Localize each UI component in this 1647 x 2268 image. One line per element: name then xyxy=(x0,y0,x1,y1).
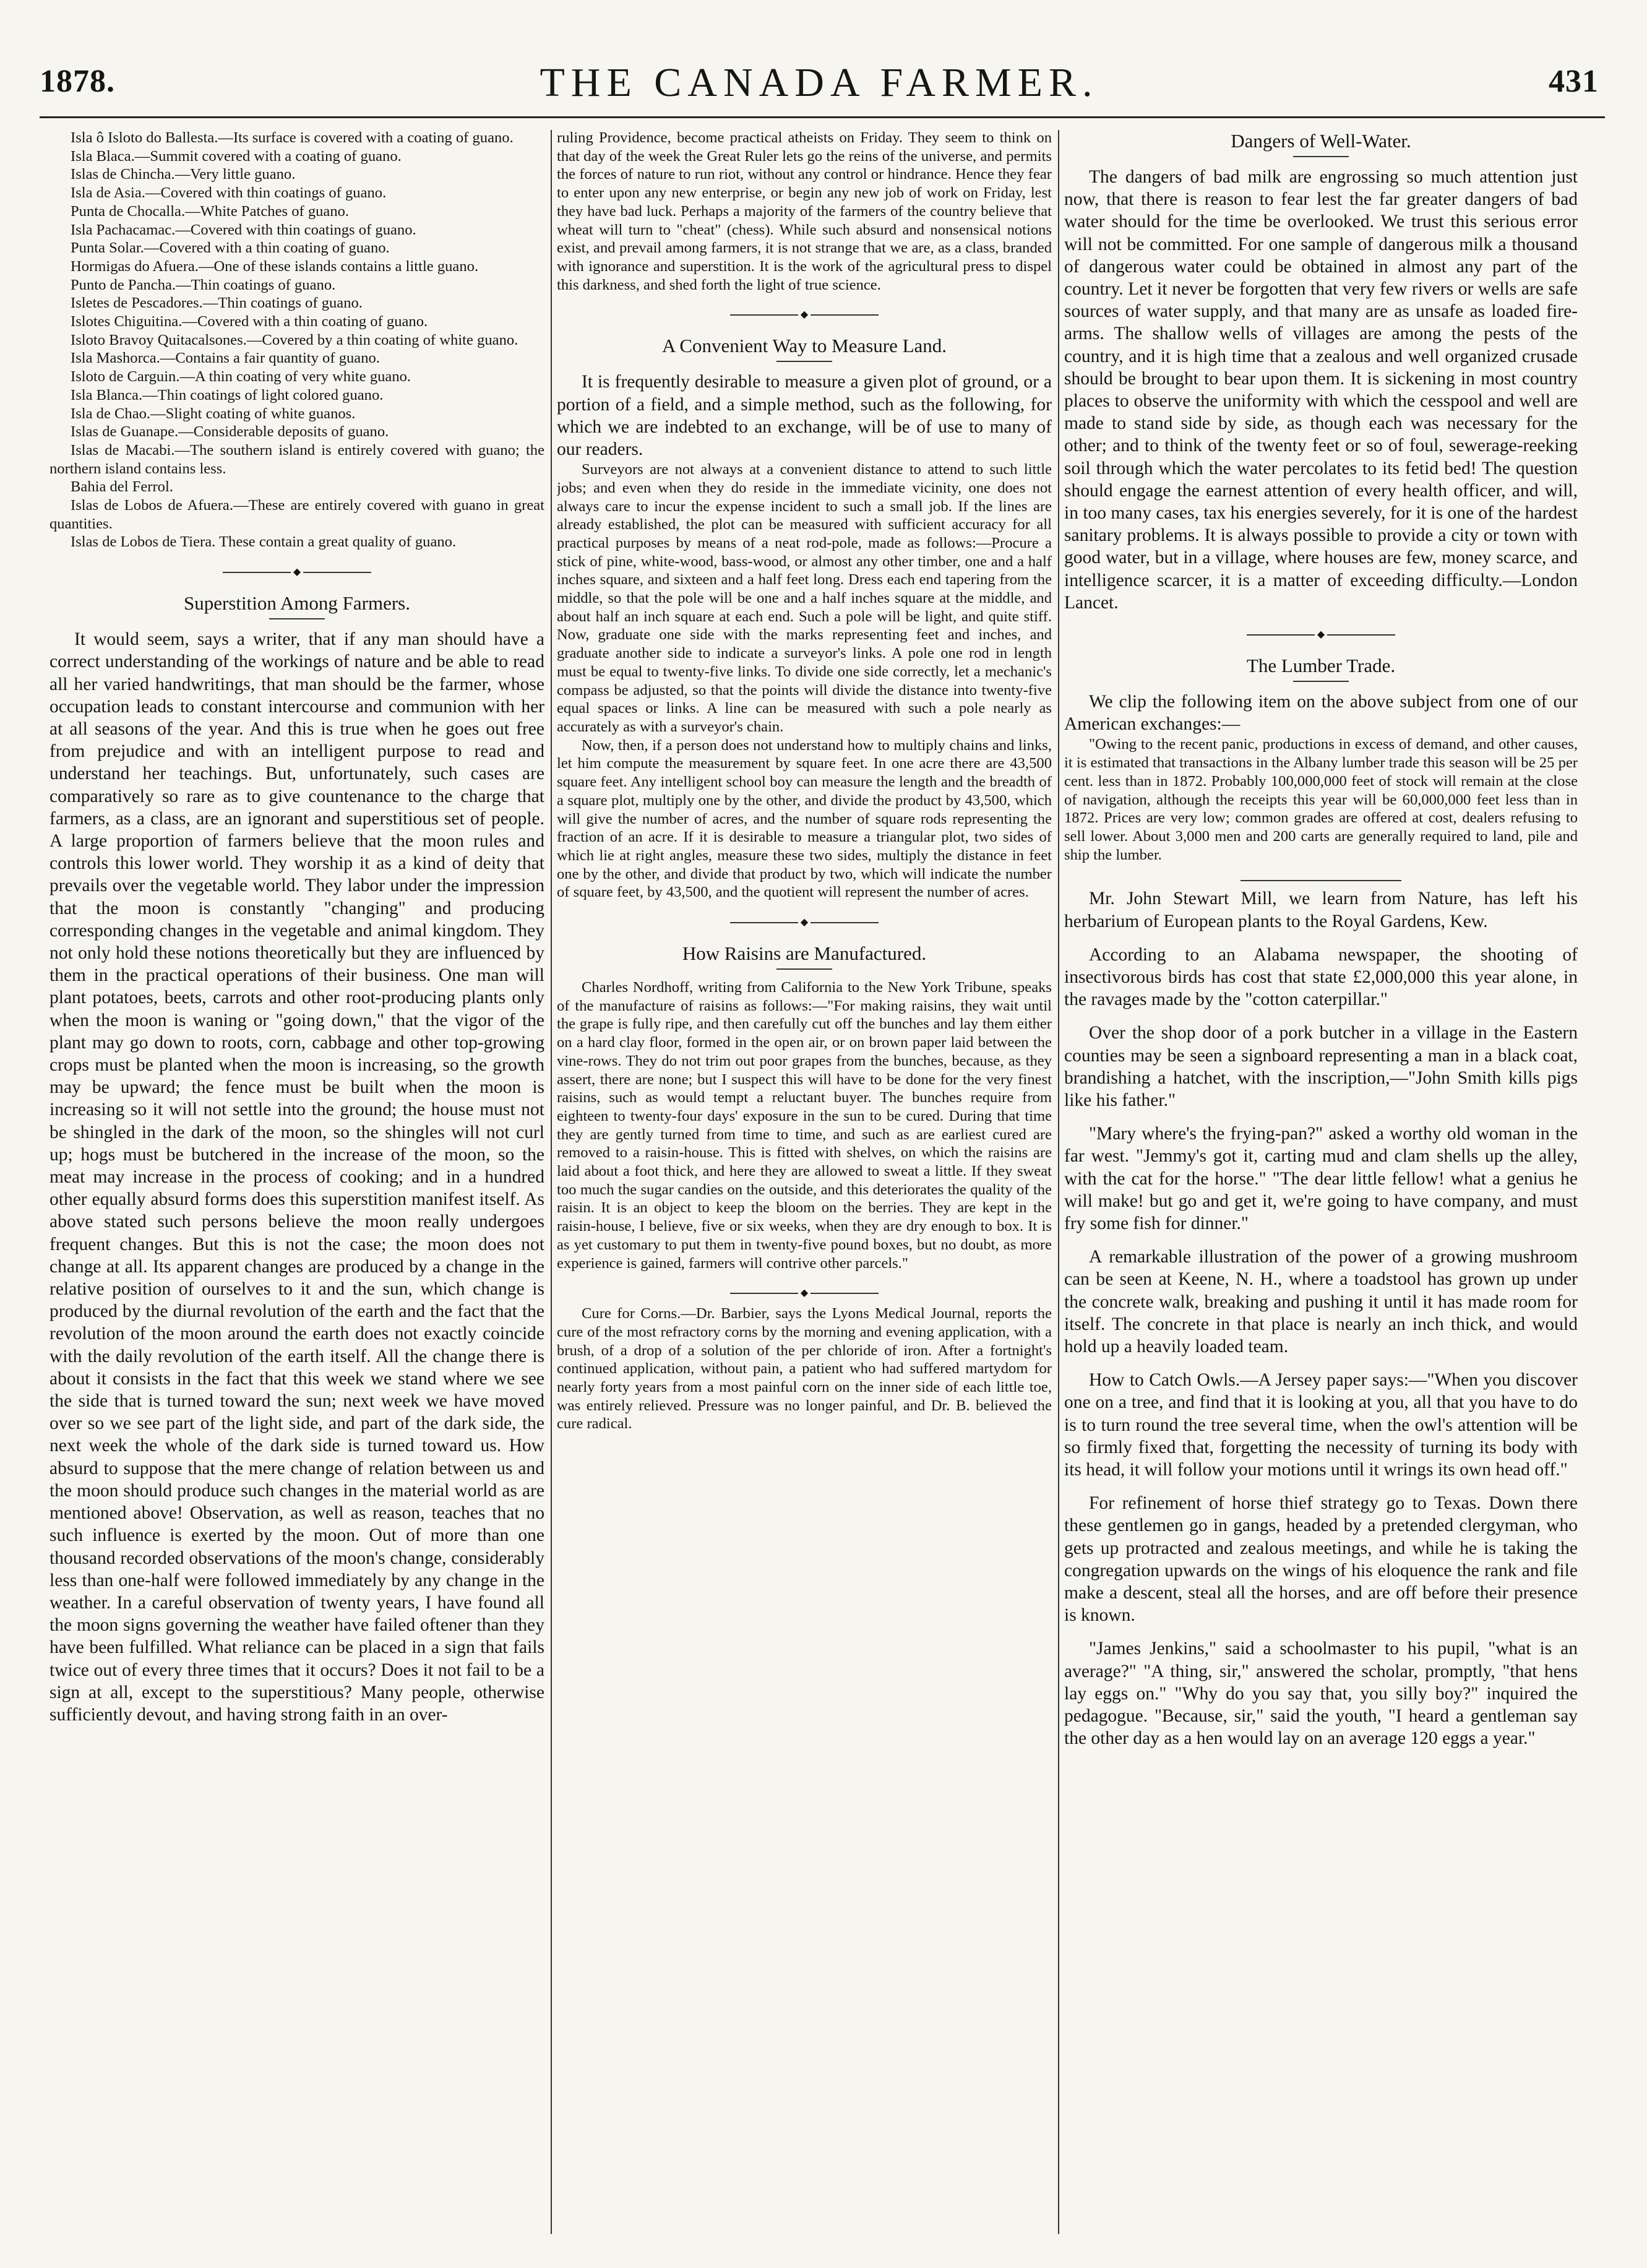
article-body xyxy=(1064,691,1578,864)
article-headline: Dangers of Well-Water. xyxy=(1231,130,1411,152)
column-1 xyxy=(49,129,544,2239)
newspaper-title: THE CANADA FARMER. xyxy=(540,60,1099,105)
article-paragraph: We clip the following item on the above subject from one of our American exchanges:— xyxy=(1064,692,1578,735)
island-entry: Hormigas do Afuera.—One of these islands contains a little guano. xyxy=(71,257,479,275)
column-2 xyxy=(557,129,1052,2239)
article-headline: A Convenient Way to Measure Land. xyxy=(661,335,947,357)
island-entry: Isla de Chao.—Slight coating of white guanos. xyxy=(71,405,356,422)
article-body xyxy=(49,628,544,1726)
section-separator xyxy=(557,310,1052,320)
article-paragraph: It would seem, says a writer, that if any man should have a correct understanding of the workings of nature and be able to read all her varied handwritings, that man should be the farmer, whose occupation leads to constant intercourse and communion with her at all seasons of the year. And this is true when he goes out free from prejudice and with an intelligent purpose to read and understand her teachings. But, unfortunately, such cases are comparatively so rare as to give countenance to the charge that farmers, as a class, are an ignorant and superstitious set of people. A large proportion of farmers believe that the moon rules and controls this lower world. They worship it as a kind of deity that prevails over the vegetable world. They labor under the impression that the moon is constantly "changing" and producing corresponding changes in the vegetable and animal kingdom. They not only hold these notions theoretically but they are influenced by them in the practical operations of their business. One man will plant potatoes, beets, carrots and other root-producing plants only when the moon is waning or "going down," that the vigor of the plant may go down to roots, corn, cabbage and other top-growing crops must be planted when the moon is increasing, so the growth may be upward; the fence must be built when the moon is increasing so it will not settle into the ground; the house must not be shingled in the dark of the moon, so the shingles will not curl up; hogs must be butchered in the increase of the moon, so the meat may increase in the process of cooking; and in a hundred other equally absurd forms does this superstition manifest itself. As above stated such persons believe the moon really undergoes frequent changes. But this is not the case; the moon does not change at all. Its apparent changes are produced by a change in the relative position of ourselves to it and the sun, which change is produced by the diurnal revolution of the earth and the fact that the revolution of the moon around the earth does not exactly coincide with the daily revolution of the earth itself. All the change there is about it consists in the fact that this week we stand where we see the side that is turned toward the sun; next week we have moved over so we see part of the light side, and part of the dark side, the next week the whole of the dark side is turned toward us. How absurd to suppose that the mere change of relation between us and the moon should produce such changes in the material world as are mentioned above! Observation, as well as reason, teaches that no such influence is exerted by the moon. Out of more than one thousand recorded observations of the moon's change, considerably less than one-half were followed immediately by any change in the weather. In a careful observation of twenty years, I have found all the moon signs governing the weather have failed oftener than they have been fulfilled. What reliance can be placed in a sign that fails twice out of every three times that it occurs? Does it not fail to be a sign at all, except to the superstitious? Many people, otherwise sufficiently devout, and having strong faith in an over- xyxy=(49,629,544,1725)
article-headline: How Raisins are Manufactured. xyxy=(682,942,927,965)
ornament-icon: ◆ xyxy=(800,309,809,321)
news-item: "James Jenkins," said a schoolmaster to his pupil, "what is an average?" "A thing, sir," answered the scholar, promptly, "that hens lay eggs on." "Why do you say that, you silly boy?" inquired the pedagogue. "Because, sir," said the youth, "I heard a gentleman say the other day as a hen would lay on an average 120 eggs a year." xyxy=(1064,1639,1578,1749)
island-entry: Islas de Lobos de Afuera.—These are entirely covered with guano in great quantities. xyxy=(49,497,544,532)
article-body xyxy=(1064,887,1578,1749)
article-paragraph: The dangers of bad milk are engrossing so much attention just now, that there is reason to fear lest the far greater dangers of bad water should for the time be overlooked. We trust this serious error will not be committed. For one sample of dangerous milk a thousand of dangerous water could be obtained in almost any part of the country. Let it never be forgotten that very few rivers or wells are safe sources of water supply, and that many are as unsafe as loaded fire-arms. The shallow wells of villages are among the pests of the country, and it is high time that a zealous and well organized crusade should be brought to bear upon them. It is sickening in most country places to observe the uniformity with which the cesspool and well are made to stand side by side, as though each was necessary for the other; and to think of the twenty feet or so of foul, sewerage-reeking soil through which the water percolates to its fetid bed! The question should engage the earnest attention of every health officer, and will, in too many cases, tax his energies severely, for it is one of the hardest sanitary problems. It is always possible to provide a city or town with good water, but in a village, where houses are few, money scarce, and intelligence scarcer, it is a matter of exceeding difficulty.—London Lancet. xyxy=(1064,167,1578,613)
headline-underline xyxy=(1293,156,1349,157)
island-entry: Punto de Pancha.—Thin coatings of guano. xyxy=(71,276,336,293)
island-entry: Isloto Bravoy Quitacalsones.—Covered by a thin coating of white guano. xyxy=(71,331,518,348)
island-entry: Islas de Guanape.—Considerable deposits of guano. xyxy=(71,423,389,441)
article-body xyxy=(557,978,1052,1272)
island-entry: Isla ô Isloto do Ballesta.—Its surface is covered with a coating of guano. xyxy=(71,129,514,146)
article-body xyxy=(557,129,1052,294)
news-item: Mr. John Stewart Mill, we learn from Nature, has left his herbarium of European plants to the Royal Gardens, Kew. xyxy=(1064,889,1578,931)
section-separator xyxy=(557,918,1052,928)
headline-underline xyxy=(776,968,832,970)
article-paragraph: It is frequently desirable to measure a given plot of ground, or a portion of a field, and a simple method, such as the following, for which we are indebted to an exchange, will be of use to many of our readers. xyxy=(557,372,1052,459)
island-entry: Isloto de Carguin.—A thin coating of very white guano. xyxy=(71,368,411,386)
island-entry: Isla Blanca.—Thin coatings of light colored guano. xyxy=(71,386,384,403)
guano-island-list xyxy=(49,129,544,551)
headline-underline xyxy=(776,361,832,362)
article-headline: The Lumber Trade. xyxy=(1246,655,1396,677)
ornament-icon: ◆ xyxy=(1317,629,1325,640)
island-entry: Isla Blaca.—Summit covered with a coating of guano. xyxy=(71,147,402,165)
section-separator xyxy=(1064,630,1578,640)
article-paragraph: ruling Providence, become practical atheists on Friday. They seem to think on that day of the week the Great Ruler lets go the reins of the universe, and permits the forces of nature to run riot, without any control or hindrance. Hence they fear to enter upon any new enterprise, or begin any new job of work on Friday, lest they have bad luck. Perhaps a majority of the farmers of the country believe that wheat will turn to "cheat" (chess). While such absurd and nonsensical notions exist, and prevail among farmers, it is not strange that we are, as a class, branded with ignorance and superstition. It is the work of the agricultural press to dispel this darkness, and shed forth the light of true science. xyxy=(557,129,1052,293)
article-paragraph: Surveyors are not always at a convenient distance to attend to such little jobs; and even when they do reside in the immediate vicinity, one does not always care to incur the expense incident to such a small job. If the lines are already established, the plot can be measured with sufficient accuracy for all practical purposes by means of a neat rod-pole, made as follows:—Procure a stick of pine, white-wood, bass-wood, or almost any other timber, one and a half inches square, and sixteen and a half feet long. Dress each end tapering from the middle, so that the pole will be one and a half inches square at the middle, and about half an inch square at each end. Such a pole will be light, and quite stiff. Now, graduate one side with the marks representing feet and inches, and graduate another side to indicate a surveyor's links. A pole one rod in length must be equal to twenty-five links. To divide one side correctly, let a mechanic's compass be adjusted, so that the points will divide the distance into twenty-five equal spaces or links. A line can be measured with such a pole nearly as accurately as with a surveyor's chain. xyxy=(557,461,1052,735)
article-paragraph: Charles Nordhoff, writing from California to the New York Tribune, speaks of the manufacture of raisins as follows:—"For making raisins, they wait until the grape is fully ripe, and then carefully cut off the bunches and lay them either on a hard clay floor, formed in the open air, or on brown paper laid between the vine-rows. They do not trim out poor grapes from the bunches, because, as they assert, there are none; but I suspect this will have to be done for the very finest raisins, such as would tempt a reluctant buyer. The bunches require from eighteen to twenty-four days' exposure in the sun to be cured. During that time they are gently turned from time to time, and such as are earliest cured are removed to a raisin-house. This is fitted with shelves, on which the raisins are laid about a foot thick, and here they are allowed to sweat a little. If they sweat too much the sugar candies on the outside, and this deteriorates the quality of the raisin. It is an object to keep the bloom on the berries. They are kept in the raisin-house, I believe, five or six weeks, when they are dry enough to box. It is as yet customary to put them in twenty-five pound boxes, but no doubt, as more experience is gained, farmers will contrive other parcels." xyxy=(557,979,1052,1272)
island-entry: Isla Mashorca.—Contains a fair quantity of guano. xyxy=(71,350,380,367)
news-item: For refinement of horse thief strategy go to Texas. Down there these gentlemen go in gangs, headed by a pretended clergyman, who gets up protracted and zealous meetings, and while he is taking the congregation upwards on the wings of his eloquence the rank and file make a descent, steal all the horses, and are off before their presence is known. xyxy=(1064,1493,1578,1626)
island-entry: Islas de Lobos de Tiera. These contain a great quality of guano. xyxy=(71,533,457,551)
article-body xyxy=(1064,166,1578,614)
section-separator xyxy=(49,567,544,577)
column-divider xyxy=(1058,130,1059,2234)
news-item: "Mary where's the frying-pan?" asked a worthy old woman in the far west. "Jemmy's got it, carting mud and clam shells up the alley, with the cat for the horse." "The dear little fellow! what a genius he will make! but go and get it, we're going to have company, and must fry some fish for dinner." xyxy=(1064,1124,1578,1234)
issue-year: 1878. xyxy=(40,64,115,99)
island-entry: Bahia del Ferrol. xyxy=(71,478,173,496)
headline-underline xyxy=(1293,681,1349,682)
island-entry: Isla Pachacamac.—Covered with thin coatings of guano. xyxy=(71,221,416,238)
island-entry: Islas de Macabi.—The southern island is entirely covered with guano; the northern island contains less. xyxy=(49,441,544,477)
news-item: A remarkable illustration of the power of a growing mushroom can be seen at Keene, N. H., where a toadstool has grown up under the concrete walk, breaking and pushing it until it has made room for itself. The concrete in that place is nearly an inch thick, and would hold up a heavily loaded team. xyxy=(1064,1247,1578,1357)
article-body xyxy=(557,371,1052,902)
ornament-icon: ◆ xyxy=(800,917,809,928)
headline-underline xyxy=(269,618,325,619)
island-entry: Islotes Chiguitina.—Covered with a thin coating of guano. xyxy=(71,313,428,330)
column-3 xyxy=(1064,129,1578,2239)
island-entry: Punta Solar.—Covered with a thin coating of guano. xyxy=(71,239,390,257)
article-paragraph: Cure for Corns.—Dr. Barbier, says the Lyons Medical Journal, reports the cure of the most refractory corns by the morning and evening application, with a brush, of a drop of a solution of the per chloride of iron. After a fortnight's continued application, without pain, a patient who had suffered martydom for nearly forty years from a most painful corn on the inner side of each little toe, was entirely relieved. Pressure was no longer painful, and Dr. B. believed the cure radical. xyxy=(557,1305,1052,1433)
article-paragraph: "Owing to the recent panic, productions in excess of demand, and other causes, it is estimated that transactions in the Albany lumber trade this season will be 25 per cent. less than in 1872. Probably 100,000,000 feet of stock will remain at the close of navigation, although the receipts this year will be 60,000,000 feet less than in 1872. Prices are very low; common grades are offered at cost, dealers refusing to sell lower. About 3,000 men and 200 carts are generally required to land, pile and ship the lumber. xyxy=(1064,736,1578,863)
ornament-icon: ◆ xyxy=(800,1288,809,1299)
masthead-rule xyxy=(40,116,1605,118)
ornament-icon: ◆ xyxy=(293,567,301,578)
news-item: Over the shop door of a pork butcher in a village in the Eastern counties may be seen a signboard representing a man in a black coat, brandishing a hatchet, with the inscription,—"John Smith kills pigs like his father." xyxy=(1064,1023,1578,1111)
article-body xyxy=(557,1304,1052,1433)
column-divider xyxy=(551,130,552,2234)
article-paragraph: Now, then, if a person does not understand how to multiply chains and links, let him compute the measurement by square feet. In one acre there are 43,500 square feet. Any intelligent school boy can measure the length and the breadth of a square plot, multiply one by the other, and divide the product by 43,500, which will give the number of acres, and the number of square rods representing the fraction of an acre. If it is desirable to measure a triangular plot, two sides of which lie at right angles, measure these two sides, multiply the distance in feet one by the other, and divide that product by two, which will indicate the number of square feet, by 43,500, and the quotient will represent the number of acres. xyxy=(557,736,1052,901)
news-item: According to an Alabama newspaper, the shooting of insectivorous birds has cost that state £2,000,000 this year alone, in the ravages made by the "cotton caterpillar." xyxy=(1064,944,1578,1010)
section-separator xyxy=(1064,880,1578,881)
article-headline: Superstition Among Farmers. xyxy=(184,592,410,614)
island-entry: Isla de Asia.—Covered with thin coatings of guano. xyxy=(71,184,387,202)
island-entry: Punta de Chocalla.—White Patches of guano. xyxy=(71,202,350,220)
island-entry: Isletes de Pescadores.—Thin coatings of guano. xyxy=(71,295,363,312)
news-item: How to Catch Owls.—A Jersey paper says:—"When you discover one on a tree, and find that it is looking at you, all that you have to do is to turn round the tree several time, when the owl's attention will be so firmly fixed that, forgetting the necessity of turning its body with its head, it will follow your motions until it wrings its own head off." xyxy=(1064,1370,1578,1480)
island-entry: Islas de Chincha.—Very little guano. xyxy=(71,166,296,183)
section-separator xyxy=(557,1288,1052,1298)
masthead xyxy=(40,59,1599,113)
page-number: 431 xyxy=(1549,64,1599,99)
